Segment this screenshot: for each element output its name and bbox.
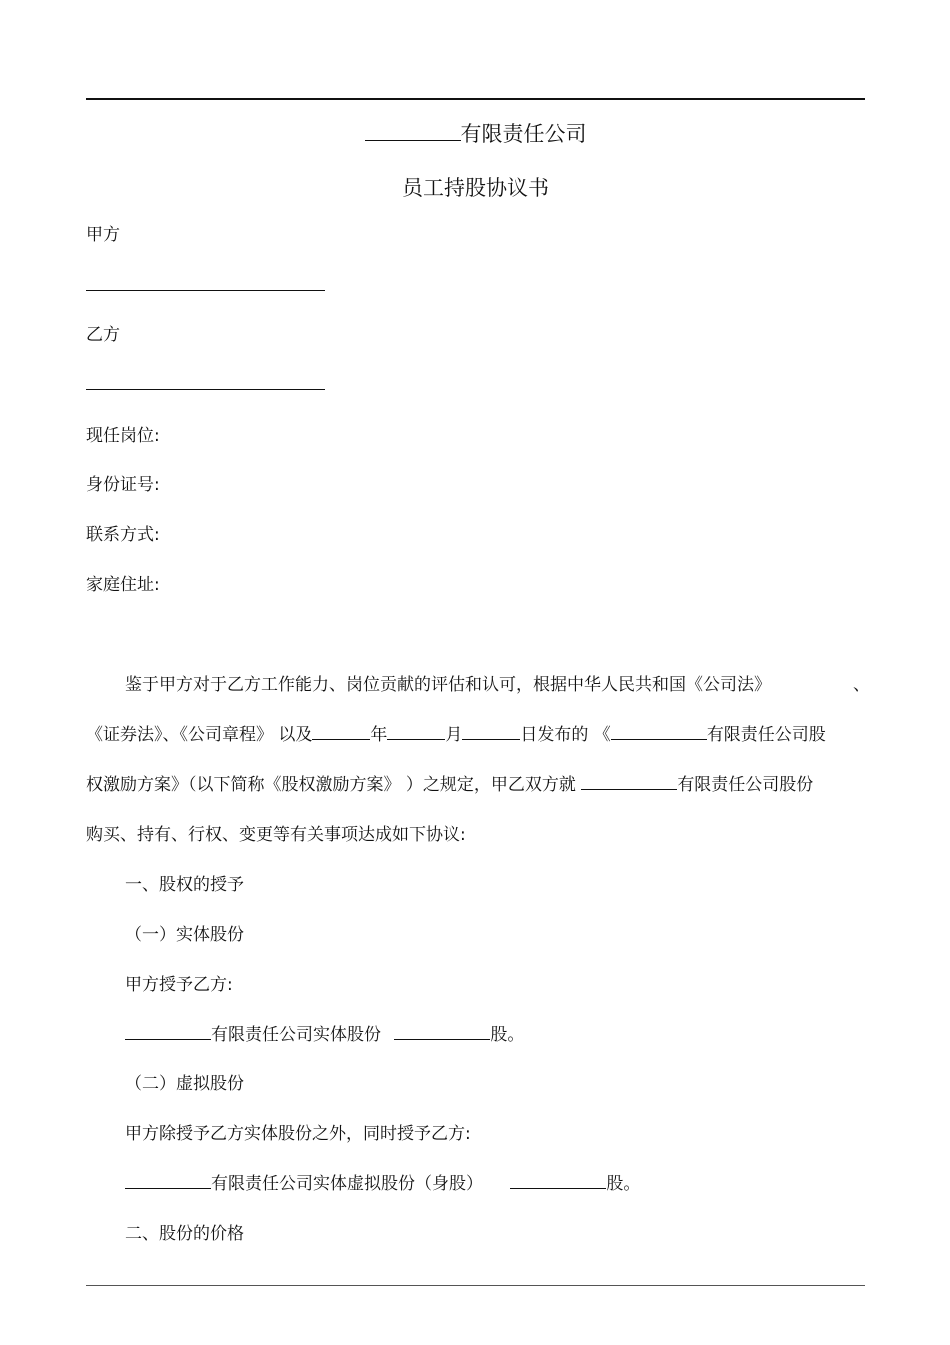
year-blank[interactable] — [312, 721, 370, 740]
id-number-label: 身份证号: — [86, 475, 160, 495]
plan-company-blank[interactable] — [611, 721, 707, 740]
preamble-line-2: 《证券法》、《公司章程》 以及 年 月 日发布的 《 有限责任公司股 — [86, 720, 826, 745]
section-2-heading: 二、股份的价格 — [125, 1224, 244, 1244]
entity-shares-line: 有限责任公司实体股份 股。 — [125, 1020, 524, 1045]
company-name-blank[interactable] — [365, 118, 461, 141]
entity-company-blank[interactable] — [125, 1021, 211, 1040]
virtual-company-blank[interactable] — [125, 1170, 211, 1189]
preamble-line-3: 权激励方案》（以下简称《股权激励方案》 ）之规定，甲乙双方就 有限责任公司股份 — [86, 770, 813, 795]
preamble-line-1-end: 、 — [853, 675, 870, 695]
month-blank[interactable] — [387, 721, 445, 740]
virtual-shares-count-blank[interactable] — [510, 1170, 606, 1189]
entity-shares-count-blank[interactable] — [394, 1021, 490, 1040]
preamble-line-1: 鉴于甲方对于乙方工作能力、岗位贡献的评估和认可，根据中华人民共和国《公司法》 — [125, 675, 771, 695]
section-1-sub-1-heading: （一）实体股份 — [125, 925, 244, 945]
section-1-sub-2-heading: （二）虚拟股份 — [125, 1074, 244, 1094]
section-1-sub-2-intro: 甲方除授予乙方实体股份之外，同时授予乙方: — [125, 1124, 471, 1144]
party-a-label: 甲方 — [86, 225, 120, 245]
virtual-shares-line: 有限责任公司实体虚拟股份（身股） 股。 — [125, 1169, 640, 1194]
document-title: 员工持股协议书 — [402, 176, 549, 200]
day-blank[interactable] — [462, 721, 520, 740]
company-title: 有限责任公司 — [86, 118, 865, 148]
section-1-heading: 一、股权的授予 — [125, 875, 244, 895]
share-company-blank[interactable] — [581, 771, 677, 790]
party-a-blank[interactable] — [86, 290, 325, 291]
position-label: 现任岗位: — [86, 426, 160, 446]
footer-rule — [86, 1285, 865, 1286]
address-label: 家庭住址: — [86, 575, 160, 595]
contact-label: 联系方式: — [86, 525, 160, 545]
preamble-line-4: 购买、持有、行权、变更等有关事项达成如下协议: — [86, 825, 466, 845]
section-1-sub-1-intro: 甲方授予乙方: — [125, 975, 233, 995]
header-rule — [86, 98, 865, 100]
party-b-label: 乙方 — [86, 325, 120, 345]
party-b-blank[interactable] — [86, 389, 325, 390]
